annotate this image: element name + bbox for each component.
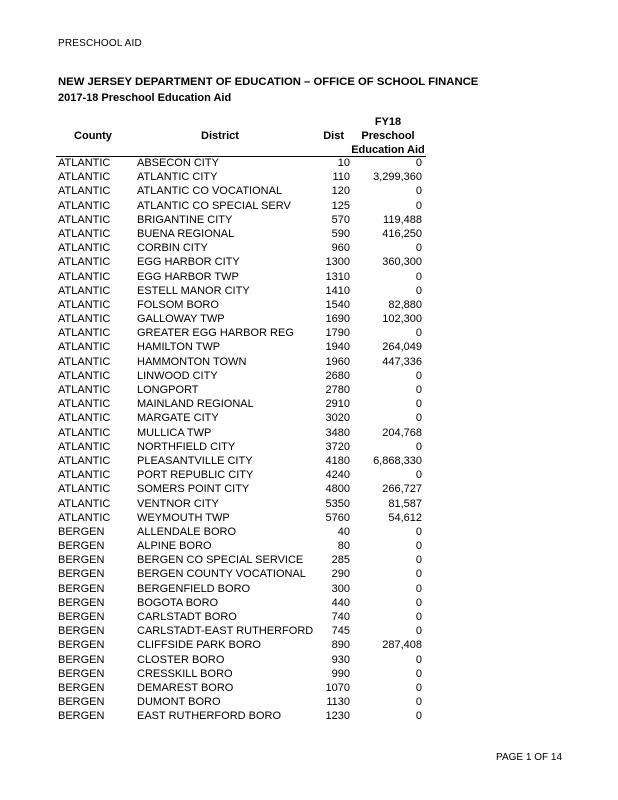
table-row: [58, 340, 426, 354]
aid-cell: 81,587: [388, 497, 422, 510]
county-cell: BERGEN: [58, 681, 105, 694]
table-row: [58, 411, 426, 425]
aid-cell: 0: [415, 667, 422, 680]
table-row: [58, 184, 426, 198]
aid-cell: 6,868,330: [373, 454, 422, 467]
county-cell: BERGEN: [58, 653, 105, 666]
county-cell: BERGEN: [58, 611, 105, 623]
district-cell: CARLSTADT-EAST RUTHERFORD: [137, 625, 314, 638]
table-row: [58, 298, 426, 312]
district-cell: EAST RUTHERFORD BORO: [137, 710, 282, 723]
dist-cell: 290: [331, 568, 350, 581]
dist-cell: 1130: [326, 696, 350, 709]
district-cell: DUMONT BORO: [137, 696, 221, 709]
aid-header-line-2: Preschool: [361, 130, 415, 142]
district-cell: MARGATE CITY: [137, 412, 219, 425]
dist-cell: 890: [331, 639, 350, 652]
county-cell: ATLANTIC: [58, 398, 111, 411]
table-row: [58, 553, 426, 567]
dist-cell: 5350: [325, 497, 350, 510]
table-row: [58, 270, 426, 284]
aid-cell: 0: [415, 469, 422, 482]
table-row: [58, 426, 426, 440]
document-subtitle: 2017-18 Preschool Education Aid: [58, 92, 232, 104]
table-row: [58, 567, 426, 581]
dist-cell: 3020: [325, 412, 350, 425]
table-row: [58, 638, 426, 652]
county-cell: ATLANTIC: [58, 369, 111, 382]
dist-cell: 570: [331, 213, 350, 226]
page-number: PAGE 1 OF 14: [496, 752, 562, 763]
dist-cell: 110: [332, 171, 350, 184]
aid-cell: 0: [415, 199, 422, 212]
county-cell: ATLANTIC: [58, 284, 111, 297]
table-row: [58, 482, 426, 496]
dist-cell: 1790: [325, 327, 350, 340]
dist-cell: 1940: [325, 341, 350, 354]
county-cell: ATLANTIC: [58, 469, 111, 482]
aid-cell: 0: [415, 440, 422, 453]
aid-cell: 0: [415, 710, 422, 723]
table-row: [58, 596, 426, 610]
aid-cell: 264,049: [382, 341, 422, 354]
dist-cell: 40: [337, 525, 350, 538]
table-row: [58, 525, 426, 539]
aid-cell: 360,300: [382, 256, 422, 269]
district-cell: BERGEN COUNTY VOCATIONAL: [137, 568, 306, 581]
table-row: [58, 667, 426, 681]
aid-cell: 0: [415, 540, 422, 553]
dist-cell: 2780: [325, 384, 350, 396]
county-cell: ATLANTIC: [58, 270, 111, 283]
district-cell: PLEASANTVILLE CITY: [137, 454, 253, 467]
county-cell: ATLANTIC: [58, 454, 111, 467]
aid-cell: 0: [415, 625, 422, 638]
county-cell: ATLANTIC: [58, 384, 111, 396]
aid-cell: 0: [415, 384, 422, 396]
table-row: [58, 284, 426, 298]
dist-cell: 440: [331, 596, 350, 609]
county-cell: BERGEN: [58, 639, 105, 652]
county-cell: BERGEN: [58, 625, 105, 638]
district-cell: CLOSTER BORO: [137, 653, 225, 666]
dist-cell: 990: [331, 667, 350, 680]
aid-cell: 266,727: [382, 483, 422, 496]
county-cell: ATLANTIC: [58, 298, 111, 311]
aid-cell: 82,880: [388, 298, 422, 311]
county-cell: BERGEN: [58, 710, 105, 723]
aid-cell: 447,336: [382, 355, 422, 368]
dist-cell: 285: [331, 554, 350, 567]
dist-cell: 960: [331, 242, 350, 255]
dist-cell: 2680: [325, 369, 350, 382]
dist-cell: 930: [331, 653, 350, 666]
table-row: [58, 170, 426, 184]
table-row: [58, 312, 426, 326]
dist-cell: 1300: [325, 256, 350, 269]
county-cell: ATLANTIC: [58, 313, 111, 326]
district-cell: ALLENDALE BORO: [137, 525, 237, 538]
county-cell: BERGEN: [58, 568, 105, 581]
dist-cell: 120: [331, 185, 350, 198]
district-cell: EGG HARBOR CITY: [137, 256, 240, 269]
county-cell: ATLANTIC: [58, 412, 111, 425]
county-cell: BERGEN: [58, 554, 105, 567]
county-cell: ATLANTIC: [58, 256, 111, 269]
aid-cell: 0: [415, 582, 422, 595]
district-cell: NORTHFIELD CITY: [137, 440, 236, 453]
district-cell: MULLICA TWP: [137, 426, 212, 439]
table-row: [58, 511, 426, 525]
aid-cell: 0: [415, 681, 422, 694]
dist-cell: 5760: [325, 511, 350, 524]
document-title: NEW JERSEY DEPARTMENT OF EDUCATION – OFFICE OF SCHOOL FINANCE: [58, 76, 479, 88]
county-cell: ATLANTIC: [58, 242, 111, 255]
county-cell: ATLANTIC: [58, 483, 111, 496]
county-cell: BERGEN: [58, 667, 105, 680]
column-header-county: County: [74, 130, 112, 142]
table-row: [58, 326, 426, 340]
district-cell: VENTNOR CITY: [137, 497, 219, 510]
aid-cell: 0: [415, 554, 422, 567]
county-cell: BERGEN: [58, 596, 105, 609]
county-cell: ATLANTIC: [58, 497, 111, 510]
county-cell: BERGEN: [58, 582, 105, 595]
column-header-dist: Dist: [323, 130, 344, 142]
district-cell: ESTELL MANOR CITY: [137, 284, 250, 297]
table-row: [58, 468, 426, 482]
district-cell: HAMILTON TWP: [137, 341, 221, 354]
dist-cell: 1960: [325, 355, 350, 368]
dist-cell: 80: [337, 540, 350, 553]
district-cell: HAMMONTON TOWN: [137, 355, 247, 368]
county-cell: ATLANTIC: [58, 157, 111, 169]
table-row: [58, 397, 426, 411]
table-row: [58, 440, 426, 454]
aid-cell: 204,768: [382, 426, 422, 439]
district-cell: BERGENFIELD BORO: [137, 582, 251, 595]
table-row: [58, 610, 426, 624]
district-cell: GALLOWAY TWP: [137, 313, 225, 326]
district-cell: ATLANTIC CO SPECIAL SERV: [137, 199, 291, 212]
district-cell: CORBIN CITY: [137, 242, 208, 255]
county-cell: ATLANTIC: [58, 327, 111, 340]
table-row: [58, 369, 426, 383]
page-header: PRESCHOOL AID: [58, 38, 142, 49]
aid-cell: 0: [415, 284, 422, 297]
county-cell: ATLANTIC: [58, 440, 111, 453]
aid-cell: 54,612: [388, 511, 422, 524]
aid-cell: 119,488: [383, 213, 422, 226]
county-cell: ATLANTIC: [58, 199, 111, 212]
column-header-preschool-aid: [348, 115, 428, 157]
district-cell: PORT REPUBLIC CITY: [137, 469, 254, 482]
county-cell: BERGEN: [58, 525, 105, 538]
column-header-district: District: [201, 130, 239, 142]
aid-cell: 0: [415, 270, 422, 283]
table-row: [58, 695, 426, 709]
aid-cell: 0: [415, 596, 422, 609]
dist-cell: 1410: [325, 284, 350, 297]
table-row: [58, 241, 426, 255]
county-cell: ATLANTIC: [58, 213, 111, 226]
table-row: [58, 213, 426, 227]
district-cell: MAINLAND REGIONAL: [137, 398, 254, 411]
county-cell: ATLANTIC: [58, 426, 111, 439]
district-cell: SOMERS POINT CITY: [137, 483, 250, 496]
dist-cell: 125: [331, 199, 350, 212]
aid-header-line-3: Education Aid: [351, 144, 425, 156]
district-cell: WEYMOUTH TWP: [137, 511, 230, 524]
aid-cell: 287,408: [382, 639, 422, 652]
dist-cell: 1070: [325, 681, 350, 694]
county-cell: BERGEN: [58, 540, 105, 553]
district-cell: ABSECON CITY: [137, 157, 219, 169]
county-cell: ATLANTIC: [58, 355, 111, 368]
dist-cell: 3480: [325, 426, 350, 439]
aid-cell: 0: [415, 653, 422, 666]
dist-cell: 2910: [325, 398, 350, 411]
dist-cell: 740: [331, 611, 350, 623]
district-cell: GREATER EGG HARBOR REG: [137, 327, 294, 340]
district-cell: CRESSKILL BORO: [137, 667, 233, 680]
dist-cell: 4180: [325, 454, 350, 467]
county-cell: BERGEN: [58, 696, 105, 709]
district-cell: BUENA REGIONAL: [137, 227, 235, 240]
district-cell: CLIFFSIDE PARK BORO: [137, 639, 261, 652]
aid-cell: 0: [415, 696, 422, 709]
district-cell: BOGOTA BORO: [137, 596, 219, 609]
aid-cell: 0: [415, 611, 422, 623]
table-body: [58, 156, 426, 724]
district-cell: BERGEN CO SPECIAL SERVICE: [137, 554, 304, 567]
aid-cell: 416,250: [382, 227, 422, 240]
district-cell: FOLSOM BORO: [137, 298, 219, 311]
table-row: [58, 709, 426, 723]
aid-cell: 0: [415, 157, 422, 169]
district-cell: LINWOOD CITY: [137, 369, 218, 382]
county-cell: ATLANTIC: [58, 185, 111, 198]
aid-cell: 102,300: [382, 313, 422, 326]
table-row: [58, 355, 426, 369]
aid-cell: 0: [415, 327, 422, 340]
district-cell: EGG HARBOR TWP: [137, 270, 239, 283]
dist-cell: 590: [331, 227, 350, 240]
dist-cell: 1230: [325, 710, 350, 723]
table-row: [58, 383, 426, 397]
table-row: [58, 582, 426, 596]
aid-cell: 0: [415, 398, 422, 411]
dist-cell: 1310: [325, 270, 350, 283]
district-cell: ALPINE BORO: [137, 540, 212, 553]
county-cell: ATLANTIC: [58, 171, 111, 184]
dist-cell: 1540: [325, 298, 350, 311]
table-row: [58, 454, 426, 468]
table-row: [58, 255, 426, 269]
aid-cell: 0: [415, 369, 422, 382]
dist-cell: 10: [337, 157, 350, 169]
district-cell: CARLSTADT BORO: [137, 611, 237, 623]
table-row: [58, 497, 426, 511]
district-cell: LONGPORT: [137, 384, 199, 396]
table-row: [58, 156, 426, 170]
district-cell: ATLANTIC CITY: [137, 171, 218, 184]
district-cell: BRIGANTINE CITY: [137, 213, 233, 226]
aid-cell: 0: [415, 568, 422, 581]
county-cell: ATLANTIC: [58, 511, 111, 524]
aid-cell: 0: [415, 525, 422, 538]
district-cell: ATLANTIC CO VOCATIONAL: [137, 185, 283, 198]
table-row: [58, 199, 426, 213]
aid-cell: 0: [415, 242, 422, 255]
county-cell: ATLANTIC: [58, 341, 111, 354]
dist-cell: 3720: [325, 440, 350, 453]
table-row: [58, 653, 426, 667]
dist-cell: 1690: [325, 313, 350, 326]
dist-cell: 4800: [325, 483, 350, 496]
dist-cell: 4240: [325, 469, 350, 482]
dist-cell: 300: [331, 582, 350, 595]
aid-cell: 0: [415, 412, 422, 425]
county-cell: ATLANTIC: [58, 227, 111, 240]
dist-cell: 745: [331, 625, 350, 638]
aid-header-line-1: FY18: [374, 116, 402, 128]
district-cell: DEMAREST BORO: [137, 681, 234, 694]
aid-cell: 3,299,360: [373, 171, 422, 184]
aid-cell: 0: [415, 185, 422, 198]
table-row: [58, 624, 426, 638]
table-row: [58, 539, 426, 553]
table-row: [58, 227, 426, 241]
table-row: [58, 681, 426, 695]
